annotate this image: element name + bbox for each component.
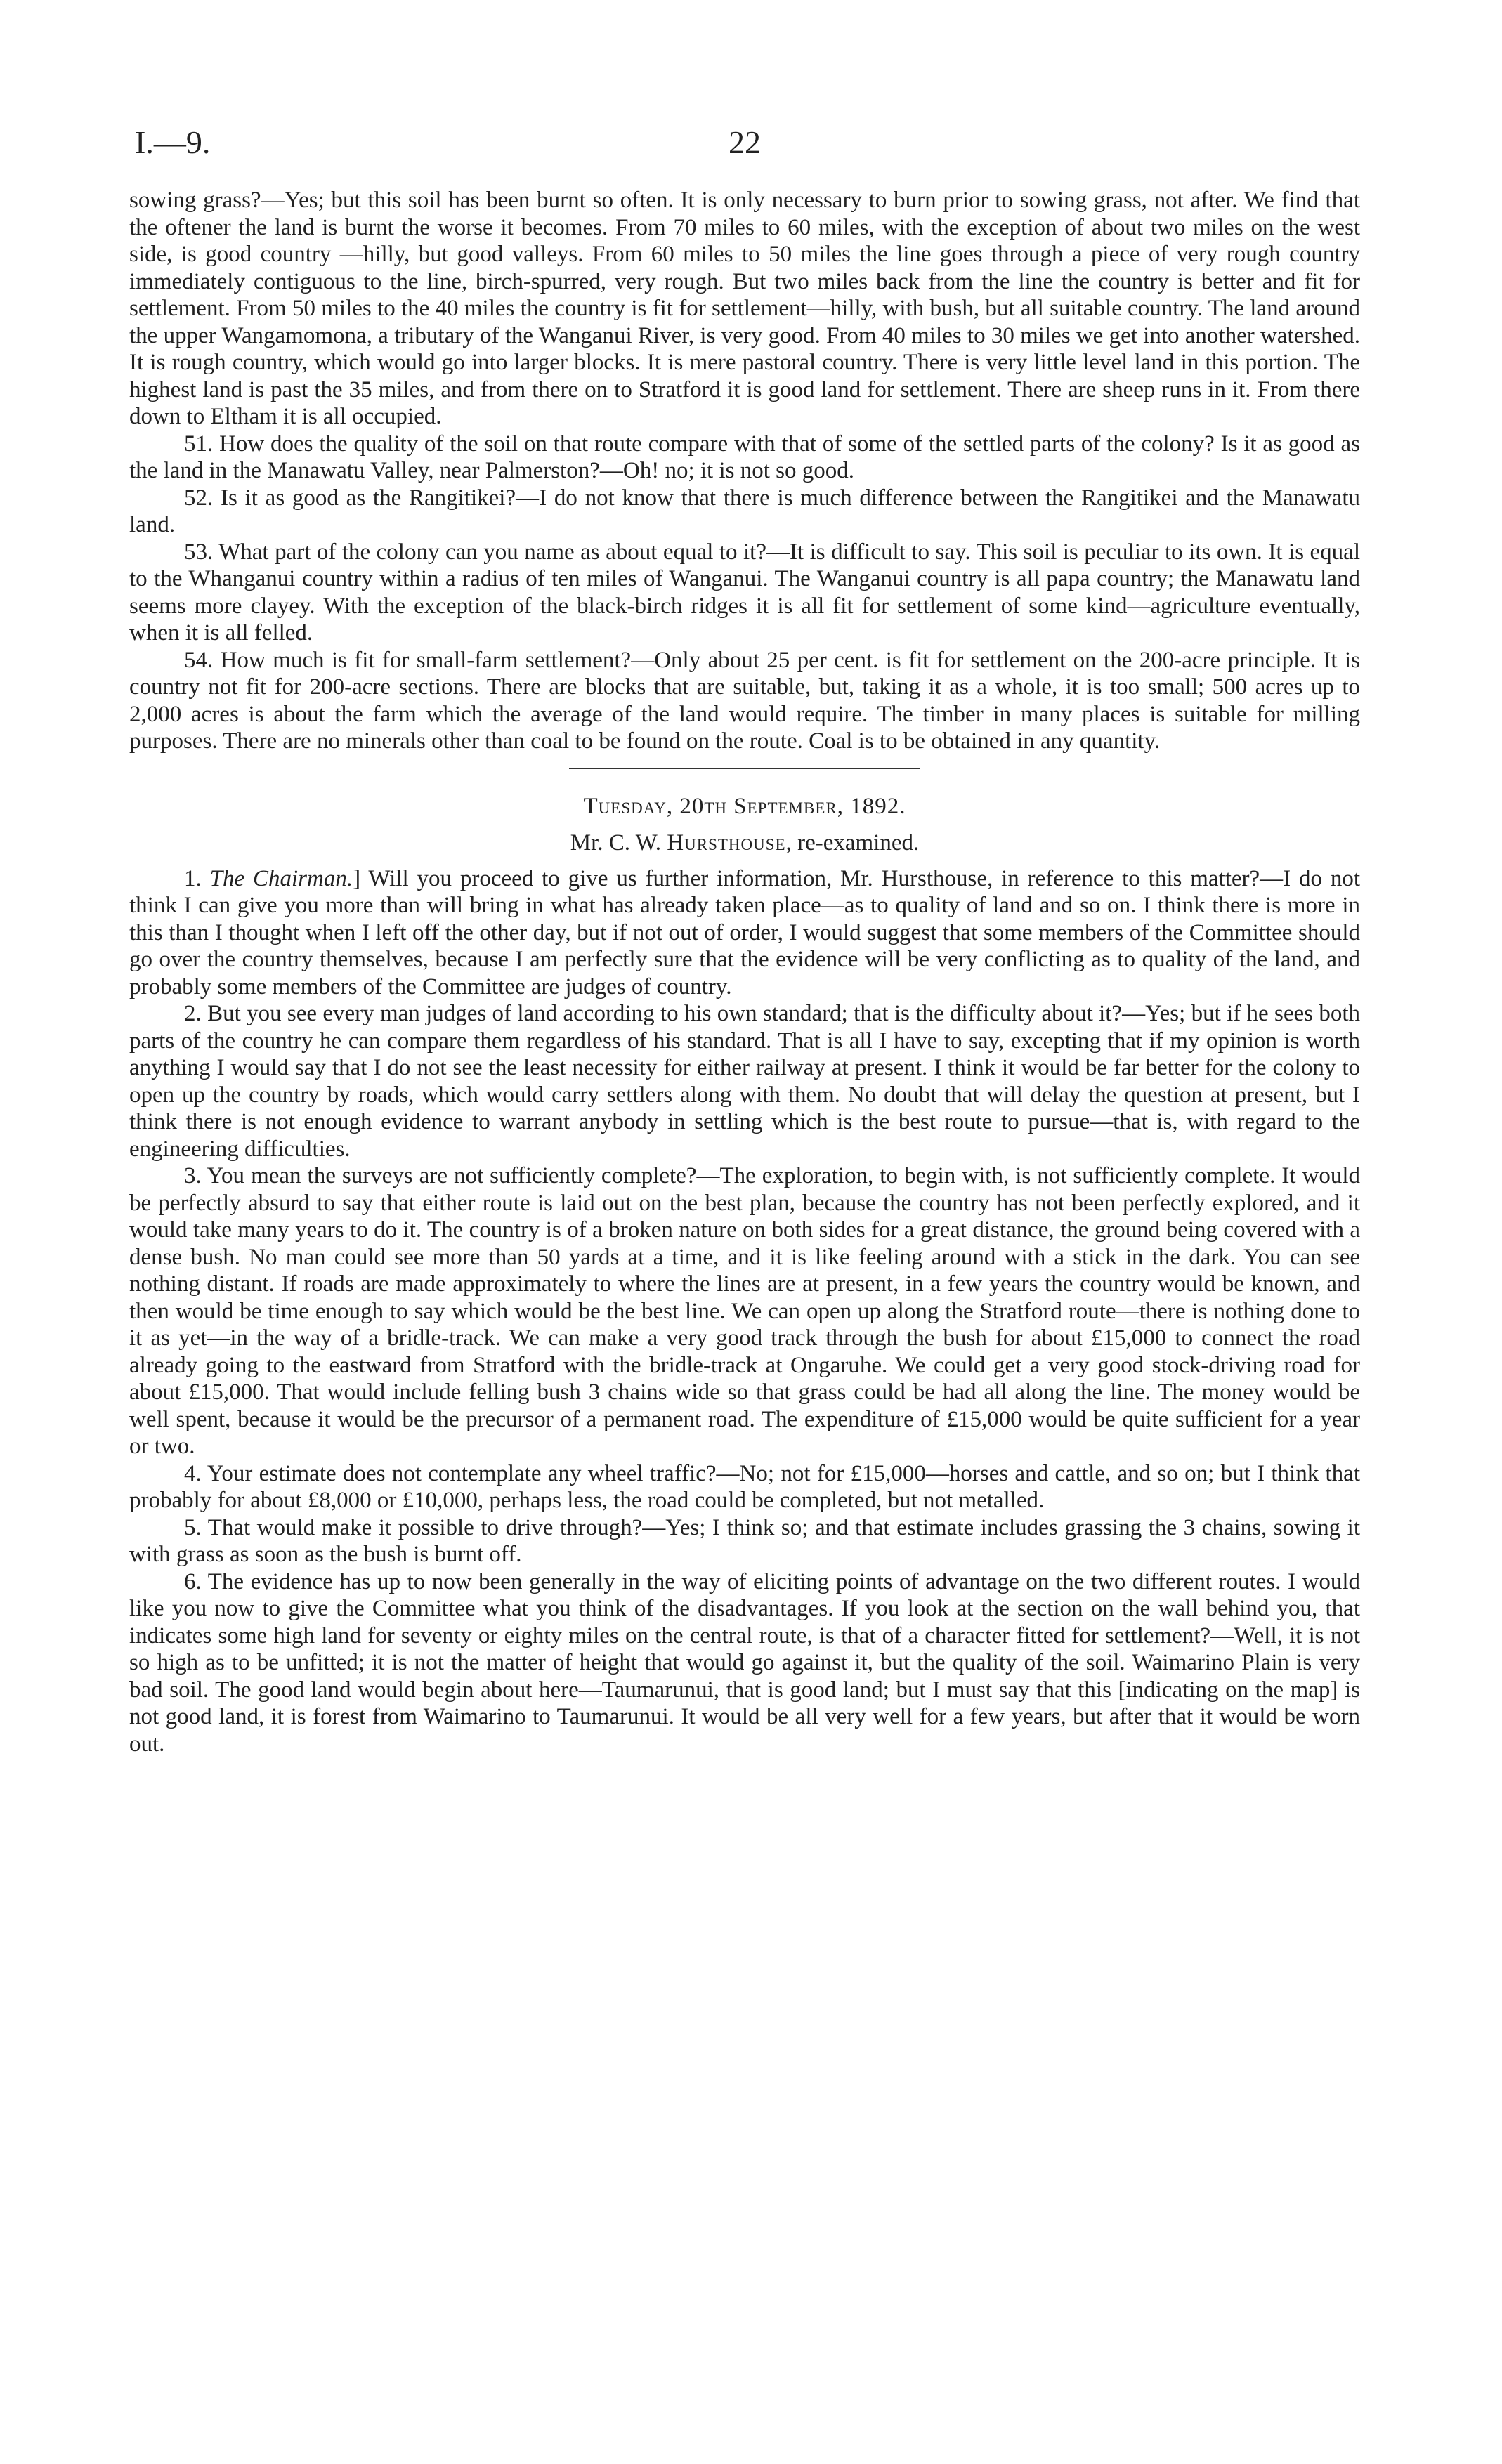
session-date-text: Tuesday, 20th September, 1892.: [583, 793, 906, 819]
question-5: 5. That would make it possible to drive through?—Yes; I think so; and that estimate includes grassing the 3 chains, sowing it with grass as soon as the bush is burnt off.: [129, 1514, 1360, 1567]
witness-name: Hursthouse: [667, 830, 786, 856]
question-53: 53. What part of the colony can you name as about equal to it?—It is difficult to say. This soil is peculiar to its own. It is equal to the Whanganui country within a radius of ten miles of Wanganui. The Wanganui country is all papa country; the Manawatu land seems more clayey. With the exception of the black-birch ridges it is all fit for settlement of some kind—agriculture eventually, when it is all felled.: [129, 539, 1360, 646]
question-1-number: 1.: [184, 865, 210, 891]
question-4: 4. Your estimate does not contemplate any wheel traffic?—No; not for £15,000—horses and cattle, and so on; but I think that probably for about £8,000 or £10,000, perhaps less, the road could be completed, but not metalled.: [129, 1460, 1360, 1513]
witness-heading: [129, 830, 1360, 857]
question-1: [129, 865, 1360, 1001]
document-page: [129, 124, 1360, 1757]
question-6: 6. The evidence has up to now been generally in the way of eliciting points of advantage on the two different routes. I would like you now to give the Committee what you think of the disadvantages. If you look at the section on the wall behind you, that indicates some high land for seventy or eighty miles on the central route, is that of a character fitted for settlement?—Well, it is not so high as to be unfitted; it is not the matter of height that would go against it, but the quality of the soil. Waimarino Plain is very bad soil. The good land would begin about here—Taumarunui, that is good land; but I must say that this [indicating on the map] is not good land, it is forest from Waimarino to Taumarunui. It would be all very well for a few years, but after that it would be worn out.: [129, 1568, 1360, 1757]
section-divider: [569, 768, 920, 769]
page-number: 22: [729, 124, 761, 160]
question-1-text: ] Will you proceed to give us further information, Mr. Hursthouse, in reference to this matter?—I do not think I can give you more than will bring in what has already taken place—as to quality of land and so on. I think there is more in this than I thought when I left off the other day, but if not out of order, I would suggest that some members of the Committee should go over the country themselves, because I am perfectly sure that the evidence will be very conflicting as to quality of the land, and probably some members of the Committee are judges of country.: [129, 865, 1361, 1000]
session-date: [129, 793, 1360, 820]
question-2: 2. But you see every man judges of land according to his own standard; that is the difficulty about it?—Yes; but if he sees both parts of the country he can compare them regardless of his standard. That is all I have to say, excepting that if my opinion is worth anything I would say that I do not see the least necessity for either railway at present. I think it would be far better for the colony to open up the country by roads, which would carry settlers along with them. No doubt that will delay the question at present, but I think there is not enough evidence to warrant anybody in settling which is the best route to pursue—that is, with regard to the engineering difficulties.: [129, 1001, 1360, 1162]
question-3: 3. You mean the surveys are not sufficiently complete?—The exploration, to begin with, is not sufficiently complete. It would be perfectly absurd to say that either route is laid out on the best plan, because the country has not been perfectly explored, and it would take many years to do it. The country is of a broken nature on both sides for a great distance, the ground being covered with a dense bush. No man could see more than 50 yards at a time, and it is like feeling around with a stick in the dark. You can see nothing distant. If roads are made approximately to where the lines are at present, in a few years the country would be known, and then would be time enough to say which would be the best line. We can open up along the Stratford route—there is nothing done to it as yet—in the way of a bridle-track. We can make a very good track through the bush for about £15,000 to connect the road already going to the eastward from Stratford with the bridle-track at Ongaruhe. We could get a very good stock-driving road for about £15,000. That would include felling bush 3 chains wide so that grass could be had all along the line. The money would be well spent, because it would be the precursor of a permanent road. The expenditure of £15,000 would be quite sufficient for a year or two.: [129, 1163, 1360, 1459]
witness-suffix: , re-examined.: [785, 830, 920, 856]
question-1-speaker: The Chairman.: [209, 865, 353, 891]
paragraph-continuation: sowing grass?—Yes; but this soil has been burnt so often. It is only necessary to burn prior to sowing grass, not after. We find that the oftener the land is burnt the worse it becomes. From 70 miles to 60 miles, with the exception of about two miles on the west side, is good country —hilly, but good valleys. From 60 miles to 50 miles the line goes through a piece of very rough country immediately contiguous to the line, birch-spurred, very rough. But two miles back from the line the country is better and fit for settlement. From 50 miles to the 40 miles the country is fit for settlement—hilly, with bush, but all suitable country. The land around the upper Wangamomona, a tributary of the Wanganui River, is very good. From 40 miles to 30 miles we get into another watershed. It is rough country, which would go into larger blocks. It is mere pastoral country. There is very little level land in this portion. The highest land is past the 35 miles, and from there on to Stratford it is good land for settlement. There are sheep runs in it. From there down to Eltham it is all occupied.: [129, 188, 1360, 429]
witness-prefix: Mr. C. W.: [570, 830, 667, 856]
page-header: [129, 124, 1360, 178]
question-52: 52. Is it as good as the Rangitikei?—I do not know that there is much difference between the Rangitikei and the Manawatu land.: [129, 485, 1360, 537]
question-51: 51. How does the quality of the soil on that route compare with that of some of the settled parts of the colony? Is it as good as the land in the Manawatu Valley, near Palmerston?—Oh! no; it is not so good.: [129, 431, 1360, 483]
series-reference: I.—9.: [135, 124, 211, 160]
page-body: [129, 187, 1360, 1757]
question-54: 54. How much is fit for small-farm settlement?—Only about 25 per cent. is fit for settlement on the 200-acre principle. It is country not fit for 200-acre sections. There are blocks that are suitable, but, taking it as a whole, it is too small; 500 acres up to 2,000 acres is about the farm which the average of the land would require. The timber in many places is suitable for milling purposes. There are no minerals other than coal to be found on the route. Coal is to be obtained in any quantity.: [129, 647, 1360, 754]
